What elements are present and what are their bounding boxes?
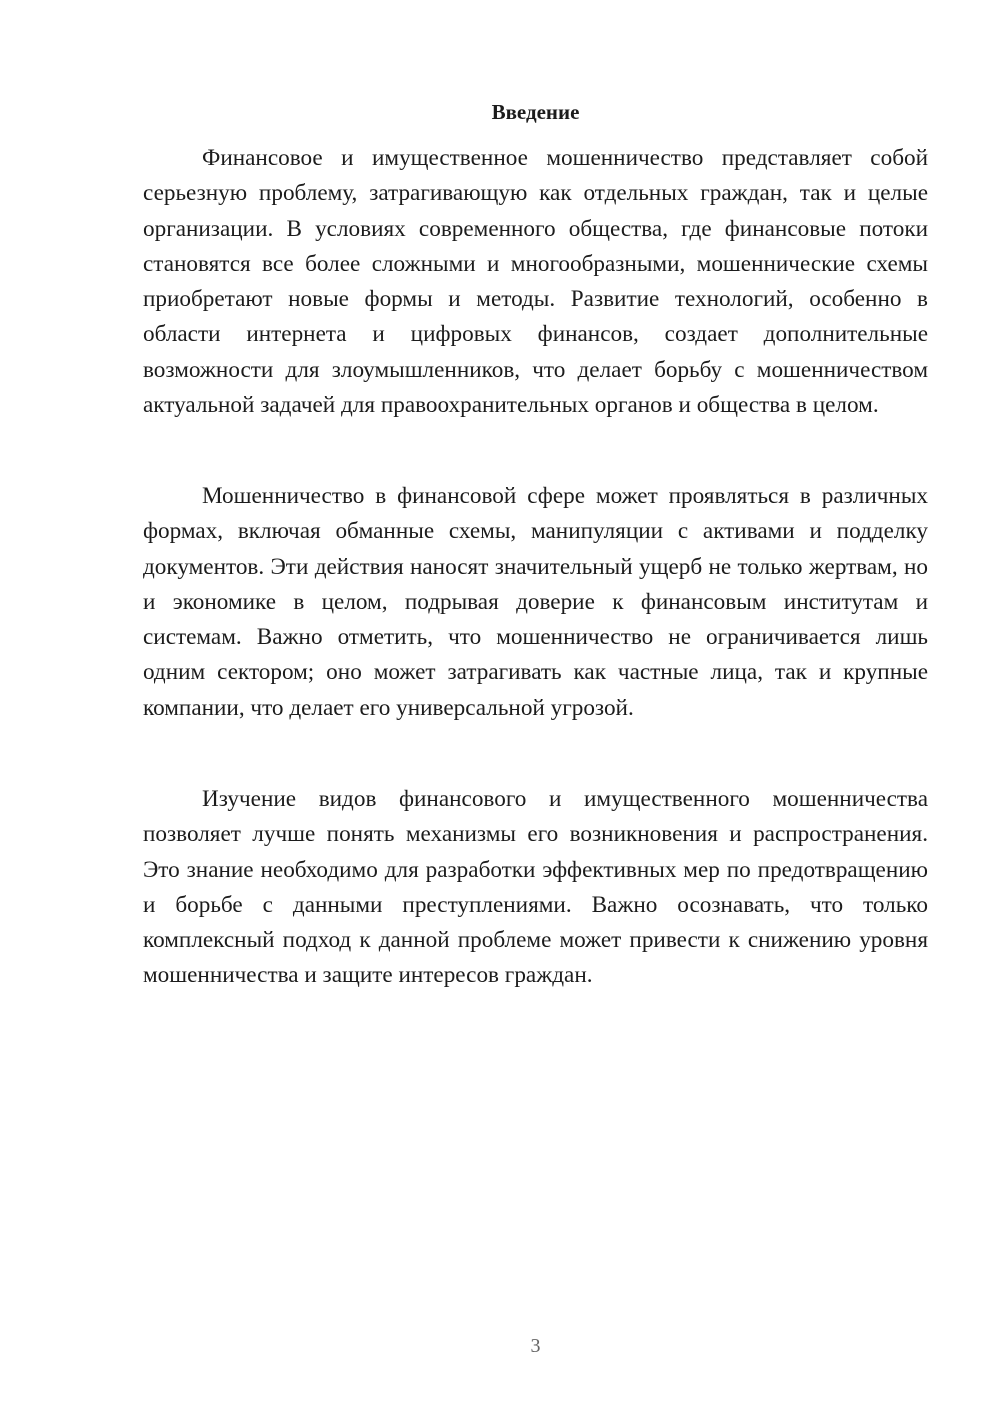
paragraph-1: Финансовое и имущественное мошенничество представляет собой серьезную проблему, затрагивающую как отдельных граждан, так и целые организации. В условиях современного общества, где финансовые потоки становятся все более сложными и многообразными, мошеннические схемы приобретают новые формы и методы. Развитие технологий, особенно в области интернета и цифровых финансов, создает дополнительные возможности для злоумышленников, что делает борьбу с мошенничеством актуальной задачей для правоохранительных органов и общества в целом. bbox=[143, 145, 928, 419]
paragraph-3: Изучение видов финансового и имущественного мошенничества позволяет лучше понять механизмы его возникновения и распространения. Это знание необходимо для разработки эффективных мер по предотвращению и борьбе с данными преступлениями. Важно осознавать, что только комплексный подход к данной проблеме может привести к снижению уровня мошенничества и защите интересов граждан. bbox=[143, 786, 928, 989]
page-number: 3 bbox=[530, 1335, 541, 1357]
document-page bbox=[143, 0, 928, 1414]
paragraph-2: Мошенничество в финансовой сфере может проявляться в различных формах, включая обманные схемы, манипуляции с активами и подделку документов. Эти действия наносят значительный ущерб не только жертвам, но и экономике в целом, подрывая доверие к финансовым институтам и системам. Важно отметить, что мошенничество не ограничивается лишь одним сектором; оно может затрагивать как частные лица, так и крупные компании, что делает его универсальной угрозой. bbox=[143, 483, 928, 721]
section-heading: Введение bbox=[491, 100, 580, 124]
